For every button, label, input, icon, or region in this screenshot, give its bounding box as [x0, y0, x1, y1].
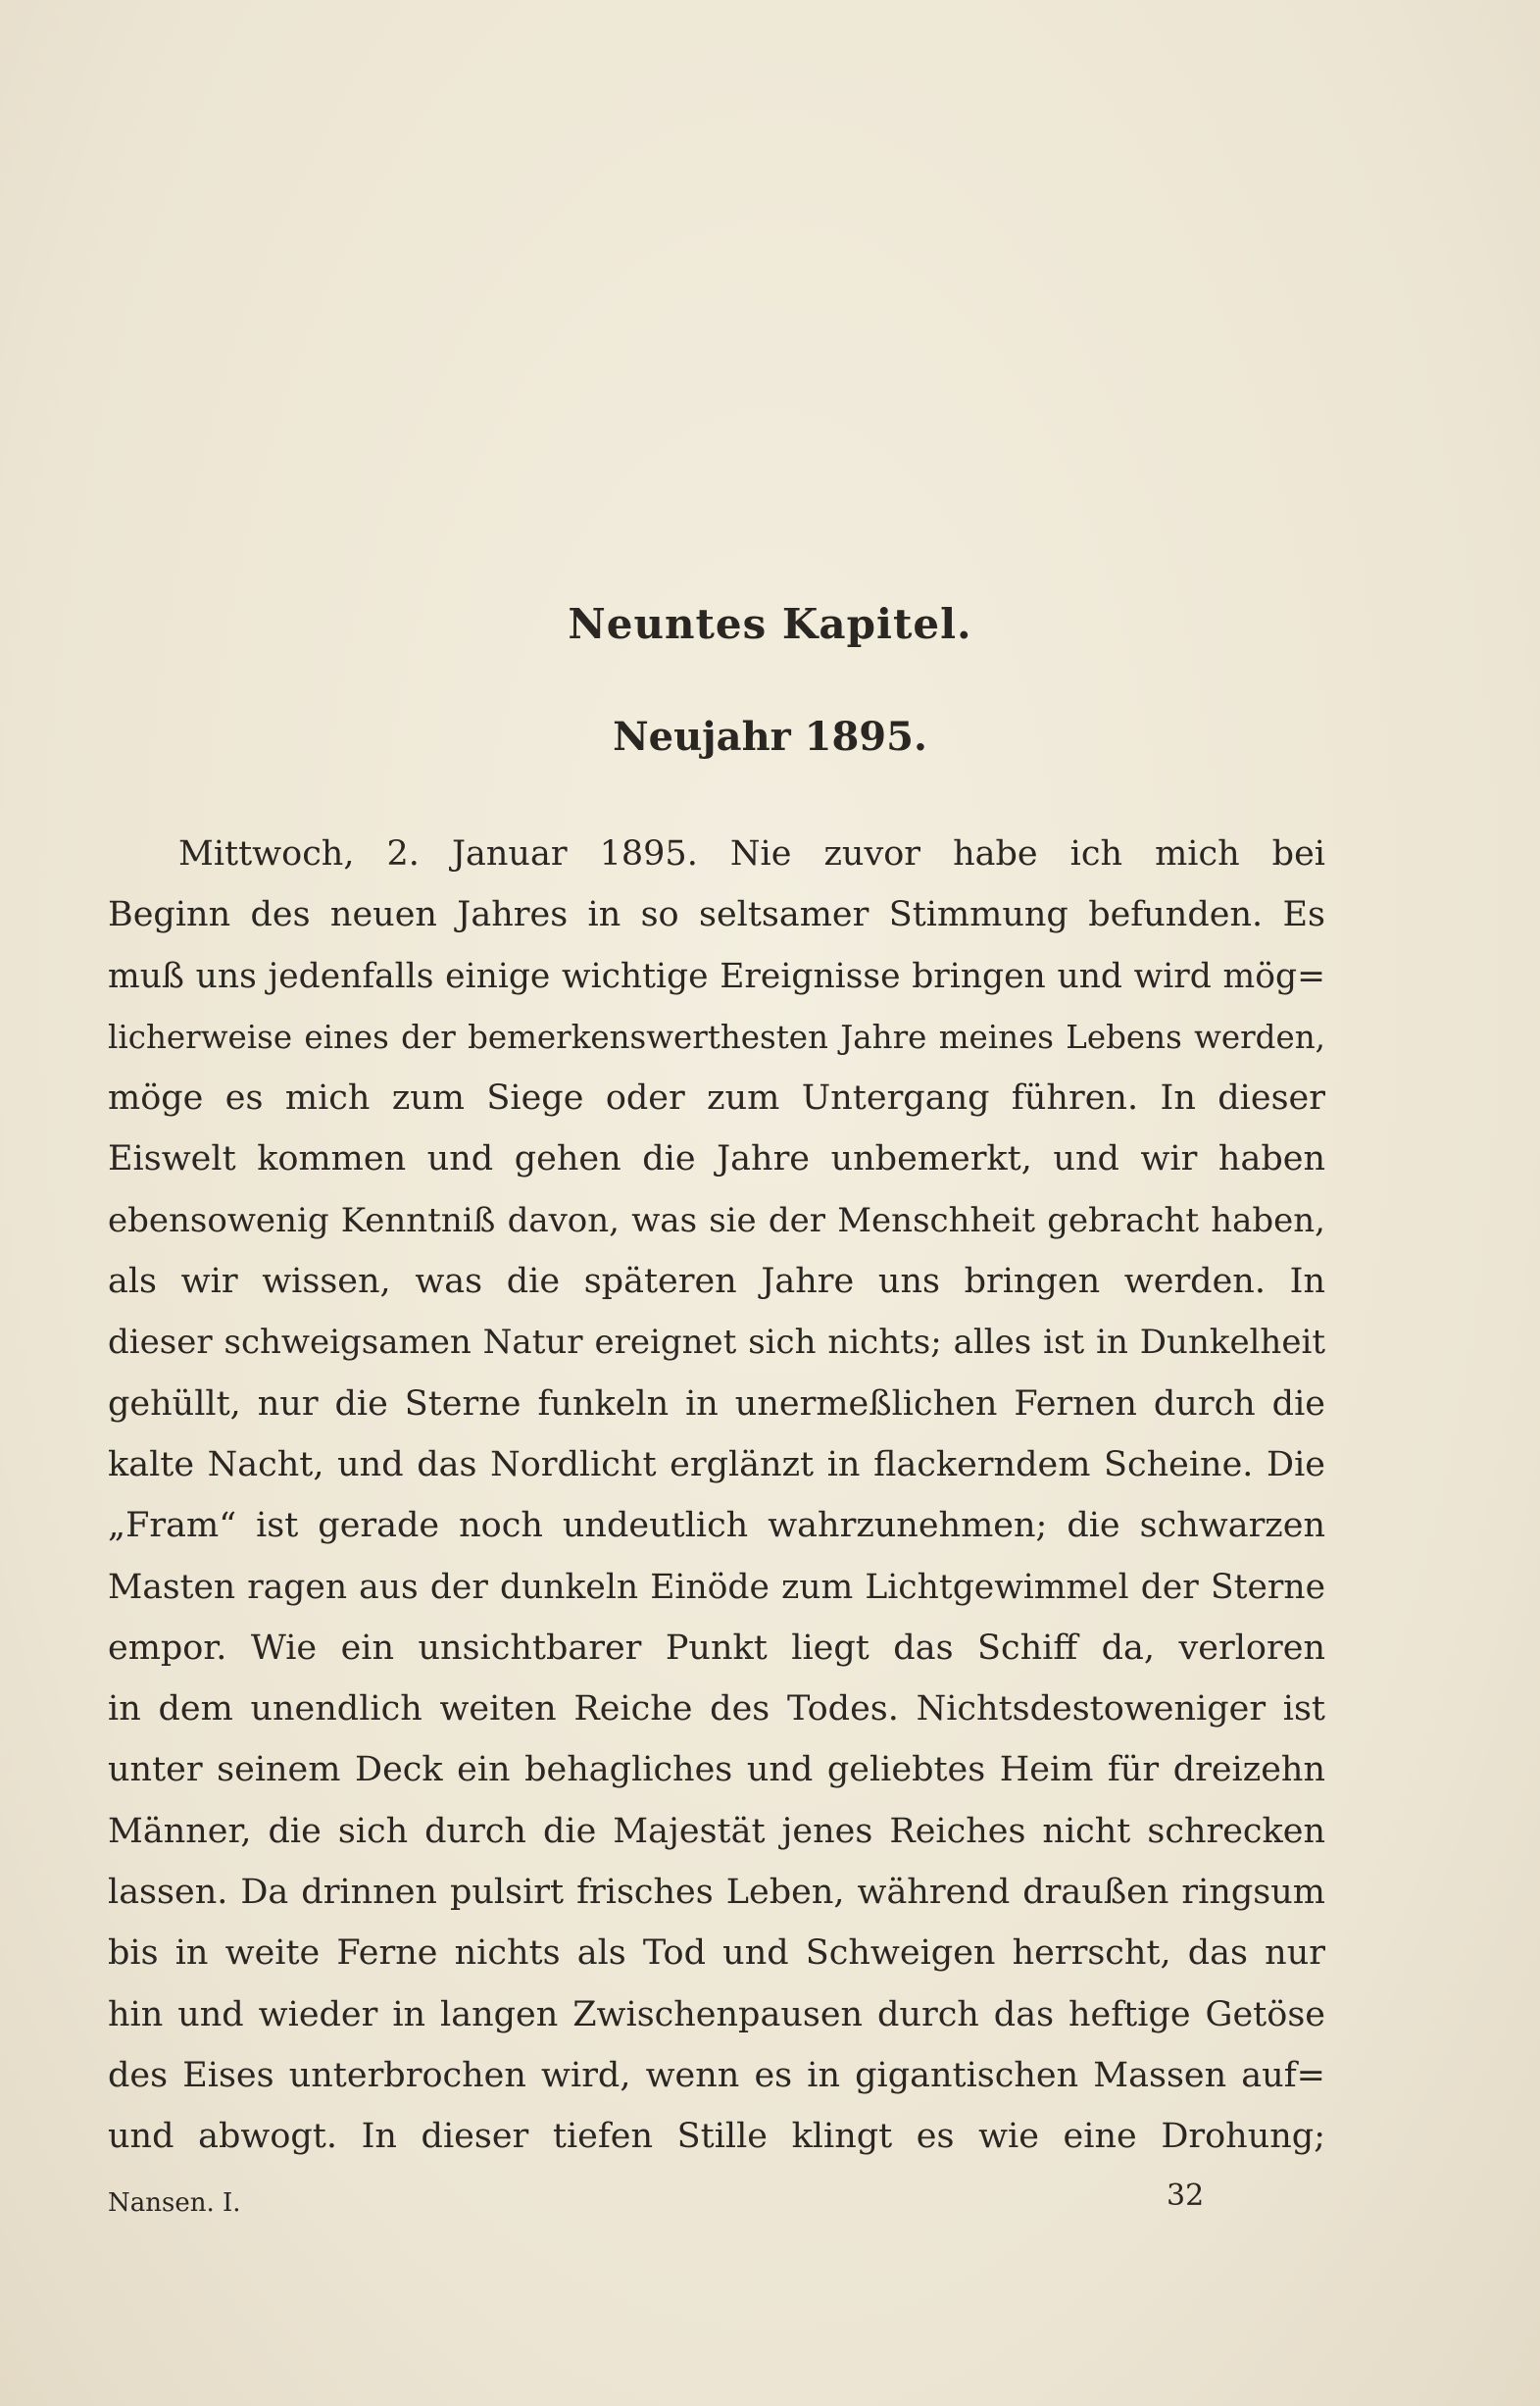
page-footer [108, 2179, 1325, 2218]
text-line: licherweise eines der bemerkenswerthesten Jahre meines Lebens werden, [108, 1018, 1325, 1056]
text-line: kalte Nacht, und das Nordlicht erglänzt in flackerndem Scheine. Die [108, 1444, 1325, 1484]
chapter-subtitle: Neujahr 1895. [613, 714, 927, 760]
text-line: Beginn des neuen Jahres in so seltsamer Stimmung befunden. Es [108, 895, 1325, 935]
text-line: Eiswelt kommen und gehen die Jahre unbemerkt, und wir haben [108, 1139, 1325, 1179]
text-line: Mittwoch, 2. Januar 1895. Nie zuvor habe ich mich bei [178, 834, 1325, 874]
text-line: unter seinem Deck ein behagliches und geliebtes Heim für dreizehn [108, 1750, 1325, 1790]
body-text [108, 824, 1325, 2168]
text-line: hin und wieder in langen Zwischenpausen durch das heftige Getöse [108, 1994, 1325, 2034]
text-line: des Eises unterbrochen wird, wenn es in gigantischen Massen auf= [108, 2055, 1325, 2095]
text-line: dieser schweigsamen Natur ereignet sich nichts; alles ist in Dunkelheit [108, 1323, 1325, 1363]
text-line: möge es mich zum Siege oder zum Untergang führen. In dieser [108, 1078, 1325, 1119]
text-line: Masten ragen aus der dunkeln Einöde zum Lichtgewimmel der Sterne [108, 1567, 1325, 1607]
text-line: muß uns jedenfalls einige wichtige Ereignisse bringen und wird mög= [108, 956, 1325, 996]
text-line: als wir wissen, was die späteren Jahre uns bringen werden. In [108, 1262, 1325, 1302]
signature-mark: Nansen. I. [108, 2188, 241, 2218]
text-line: lassen. Da drinnen pulsirt frisches Leben, während draußen ringsum [108, 1873, 1325, 1913]
text-line: gehüllt, nur die Sterne funkeln in unermeßlichen Fernen durch die [108, 1383, 1325, 1424]
text-line: bis in weite Ferne nichts als Tod und Schweigen herrscht, das nur [108, 1933, 1325, 1974]
text-line: „Fram“ ist gerade noch undeutlich wahrzunehmen; die schwarzen [108, 1506, 1325, 1546]
text-line: und abwogt. In dieser tiefen Stille klingt es wie eine Drohung; [108, 2117, 1325, 2157]
text-line: in dem unendlich weiten Reiche des Todes. Nichtsdestoweniger ist [108, 1689, 1325, 1729]
page-number: 32 [1167, 2179, 1205, 2213]
chapter-title: Neuntes Kapitel. [568, 600, 972, 648]
text-line: Männer, die sich durch die Majestät jenes Reiches nicht schrecken [108, 1811, 1325, 1851]
text-line: empor. Wie ein unsichtbarer Punkt liegt das Schiff da, verloren [108, 1628, 1325, 1668]
text-line: ebensowenig Kenntniß davon, was sie der Menschheit gebracht haben, [108, 1200, 1325, 1240]
